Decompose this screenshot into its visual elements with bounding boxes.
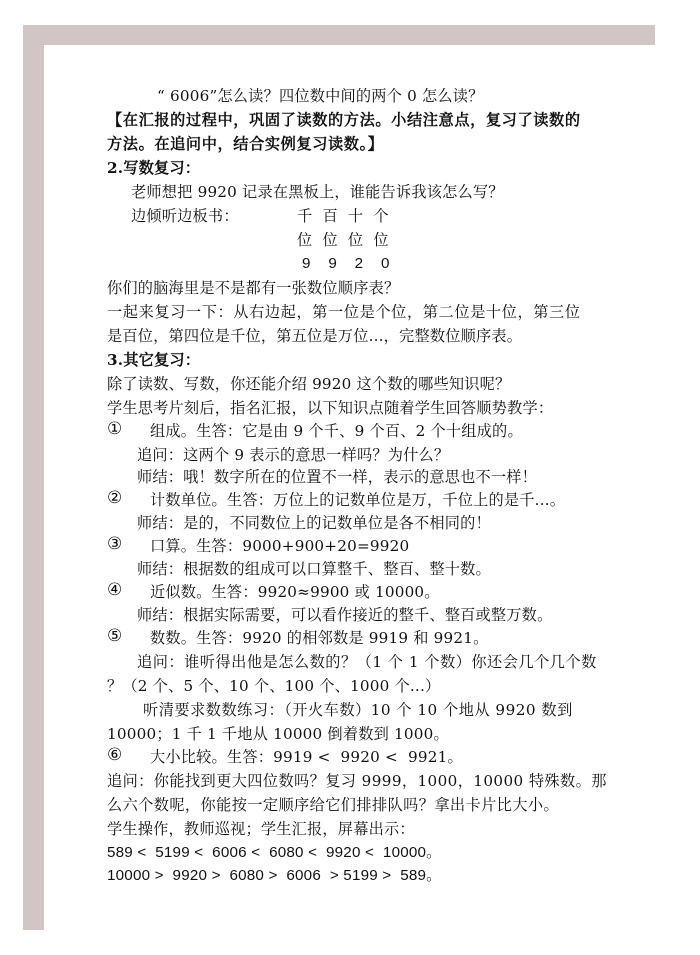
item-number: ⑤ xyxy=(107,626,123,646)
text-line: 近似数。生答：9920≈9900 或 10000。 xyxy=(150,583,440,601)
item-number: ③ xyxy=(107,534,123,554)
text-line: 大小比较。生答：9919 < 9920 < 9921。 xyxy=(150,748,463,766)
text-line: 边倾听边板书： xyxy=(131,207,239,225)
comparison-descending: 10000 > 9920 > 6080 > 6006 > 5199 > 589。 xyxy=(107,867,442,884)
text-line: 【在汇报的过程中，巩固了读数的方法。小结注意点，复习了读数的 xyxy=(107,111,581,129)
text-line: 计数单位。生答：万位上的记数单位是万，千位上的是千...。 xyxy=(150,491,566,509)
text-line: 一起来复习一下：从右边起，第一位是个位，第二位是十位，第三位 xyxy=(107,303,581,321)
item-number: ② xyxy=(107,488,123,508)
text-line: 学生思考片刻后，指名汇报，以下知识点随着学生回答顺势教学： xyxy=(107,399,554,417)
text-line: 方法。在追问中，结合实例复习读数。】 xyxy=(107,135,384,153)
text-line: 师结：根据数的组成可以口算整千、整百、整十数。 xyxy=(137,560,491,578)
text-line: 老师想把 9920 记录在黑板上，谁能告诉我该怎么写？ xyxy=(131,183,504,201)
section-heading: 2.写数复习： xyxy=(107,159,201,177)
comparison-ascending: 589 < 5199 < 6006 < 6080 < 9920 < 10000。 xyxy=(107,844,442,861)
text-line: 你们的脑海里是不是都有一张数位顺序表？ xyxy=(107,279,400,297)
text-line: 除了读数、写数，你还能介绍 9920 这个数的哪些知识呢？ xyxy=(107,375,511,393)
text-line: 追问：你能找到更大四位数吗？复习 9999，1000，10000 特殊数。那 xyxy=(107,772,607,790)
item-number: ④ xyxy=(107,580,123,600)
text-line: 师结：根据实际需要，可以看作接近的整千、整百或整万数。 xyxy=(137,606,553,624)
text-line: 数数。生答：9920 的相邻数是 9919 和 9921。 xyxy=(150,629,489,647)
place-value-header: 千 百 十 个 xyxy=(297,207,389,225)
text-line: 组成。生答：它是由 9 个千、9 个百、2 个十组成的。 xyxy=(150,422,523,440)
section-heading: 3.其它复习： xyxy=(107,351,201,369)
place-value-header: 位 位 位 位 xyxy=(297,231,389,249)
text-line: ？（2 个、5 个、10 个、100 个、1000 个...） xyxy=(107,677,441,695)
text-line: 么六个数呢，你能按一定顺序给它们排排队吗？拿出卡片比大小。 xyxy=(107,796,560,814)
place-value-digits: 9 9 2 0 xyxy=(302,255,390,272)
text-line: 口算。生答：9000+900+20=9920 xyxy=(150,537,410,555)
item-number: ① xyxy=(107,419,123,439)
text-line: 学生操作，教师巡视；学生汇报，屏幕出示： xyxy=(107,820,415,838)
text-line: 师结：是的，不同数位上的记数单位是各不相同的！ xyxy=(137,514,491,532)
text-line: 听清要求数数练习：（开火车数）10 个 10 个地从 9920 数到 xyxy=(143,701,573,719)
text-line: 10000；1 千 1 千地从 10000 倒着数到 1000。 xyxy=(107,725,449,743)
text-line: “ 6006”怎么读？四位数中间的两个 0 怎么读？ xyxy=(157,87,484,105)
text-line: 是百位，第四位是千位，第五位是万位...，完整数位顺序表。 xyxy=(107,327,523,345)
text-line: 追问：这两个 9 表示的意思一样吗？为什么？ xyxy=(137,446,450,464)
text-line: 追问：谁听得出他是怎么数的？（1 个 1 个数）你还会几个几个数 xyxy=(137,653,597,671)
item-number: ⑥ xyxy=(107,745,123,765)
text-line: 师结：哦！数字所在的位置不一样，表示的意思也不一样！ xyxy=(137,468,538,486)
